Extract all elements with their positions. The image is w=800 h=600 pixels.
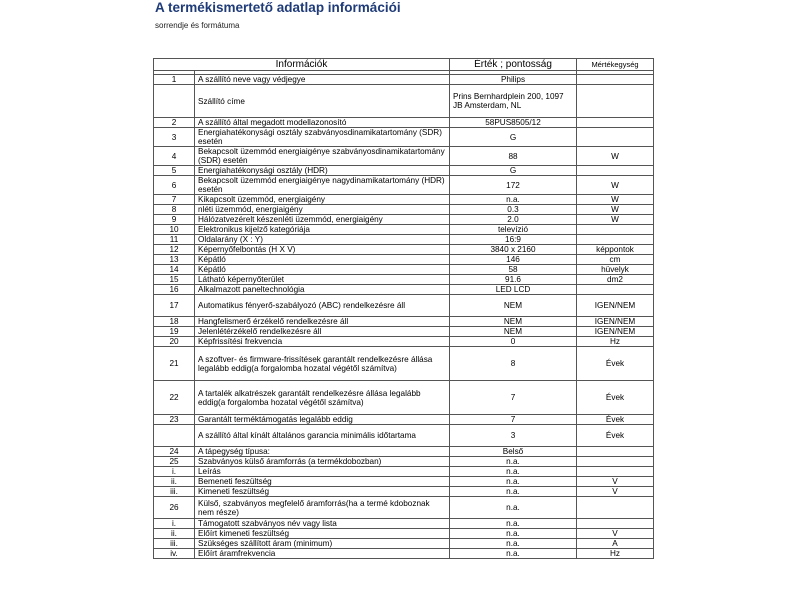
- row-value: n.a.: [450, 477, 577, 487]
- table-row: [154, 245, 654, 255]
- row-label: Kikapcsolt üzemmód, energiaigény: [195, 195, 450, 205]
- row-number: 16: [154, 285, 195, 295]
- table-row: [154, 265, 654, 275]
- row-number: iii.: [154, 539, 195, 549]
- table-row: [154, 205, 654, 215]
- row-unit: IGEN/NEM: [577, 327, 654, 337]
- row-value: televízió: [450, 225, 577, 235]
- table-row: [154, 215, 654, 225]
- row-unit: [577, 85, 654, 118]
- row-number: [154, 85, 195, 118]
- row-number: 22: [154, 381, 195, 415]
- row-number: i.: [154, 467, 195, 477]
- table-row: [154, 118, 654, 128]
- row-label: Képernyőfelbontás (H X V): [195, 245, 450, 255]
- row-value: Prins Bernhardplein 200, 1097 JB Amsterdam, NL: [450, 85, 577, 118]
- row-label: Garantált terméktámogatás legalább eddig: [195, 415, 450, 425]
- table-row: [154, 255, 654, 265]
- row-unit: [577, 75, 654, 85]
- row-value: 7: [450, 381, 577, 415]
- row-number: ii.: [154, 529, 195, 539]
- row-number: 10: [154, 225, 195, 235]
- row-unit: Hz: [577, 549, 654, 559]
- product-info-table: [153, 58, 654, 559]
- table-row: [154, 195, 654, 205]
- row-label: Külső, szabványos megfelelő áramforrás(ha a termé kdoboznak nem része): [195, 497, 450, 519]
- header-info: Információk: [154, 59, 450, 71]
- table-row: [154, 275, 654, 285]
- table-row: [154, 337, 654, 347]
- row-label: Előírt áramfrekvencia: [195, 549, 450, 559]
- table-row: [154, 381, 654, 415]
- row-value: 91.6: [450, 275, 577, 285]
- row-label: A tápegység típusa:: [195, 447, 450, 457]
- row-label: Képátló: [195, 265, 450, 275]
- row-unit: [577, 118, 654, 128]
- row-label: Kimeneti feszültség: [195, 487, 450, 497]
- table-row: [154, 447, 654, 457]
- row-value: 16:9: [450, 235, 577, 245]
- row-label: Energiahatékonysági osztály (HDR): [195, 166, 450, 176]
- row-unit: [577, 519, 654, 529]
- row-value: 58: [450, 265, 577, 275]
- row-unit: Évek: [577, 381, 654, 415]
- row-number: 2: [154, 118, 195, 128]
- row-unit: [577, 447, 654, 457]
- row-number: 15: [154, 275, 195, 285]
- row-unit: [577, 497, 654, 519]
- row-value: n.a.: [450, 497, 577, 519]
- row-value: Belső: [450, 447, 577, 457]
- row-label: A szállító által kínált általános garancia minimális időtartama: [195, 425, 450, 447]
- row-label: A tartalék alkatrészek garantált rendelkezésre állása legalább eddig(a forgalomba hozatal végétől számítva): [195, 381, 450, 415]
- row-unit: Évek: [577, 425, 654, 447]
- row-number: 4: [154, 147, 195, 166]
- table-row: [154, 295, 654, 317]
- row-value: 172: [450, 176, 577, 195]
- row-value: 88: [450, 147, 577, 166]
- table-row: [154, 327, 654, 337]
- row-number: ii.: [154, 477, 195, 487]
- row-value: n.a.: [450, 457, 577, 467]
- row-unit: IGEN/NEM: [577, 295, 654, 317]
- row-value: 146: [450, 255, 577, 265]
- row-unit: A: [577, 539, 654, 549]
- row-value: G: [450, 128, 577, 147]
- row-label: Oldalarány (X : Y): [195, 235, 450, 245]
- row-value: 0: [450, 337, 577, 347]
- row-unit: Hz: [577, 337, 654, 347]
- row-value: LED LCD: [450, 285, 577, 295]
- table-row: [154, 457, 654, 467]
- row-unit: W: [577, 195, 654, 205]
- row-label: nléti üzemmód, energiaigény: [195, 205, 450, 215]
- row-value: n.a.: [450, 467, 577, 477]
- row-number: 12: [154, 245, 195, 255]
- document-subtitle: sorrendje és formátuma: [155, 21, 240, 30]
- row-unit: W: [577, 176, 654, 195]
- row-value: n.a.: [450, 487, 577, 497]
- row-label: Szükséges szállított áram (minimum): [195, 539, 450, 549]
- row-label: A szállító által megadott modellazonosító: [195, 118, 450, 128]
- row-label: Szabványos külső áramforrás (a termékdobozban): [195, 457, 450, 467]
- row-unit: [577, 467, 654, 477]
- row-label: Alkalmazott paneltechnológia: [195, 285, 450, 295]
- row-label: Energiahatékonysági osztály szabványosdinamikatartomány (SDR) esetén: [195, 128, 450, 147]
- row-label: Hálózatvezérelt készenléti üzemmód, energiaigény: [195, 215, 450, 225]
- table-row: [154, 425, 654, 447]
- row-label: Támogatott szabványos név vagy lista: [195, 519, 450, 529]
- table-row: [154, 529, 654, 539]
- row-unit: [577, 128, 654, 147]
- row-unit: Évek: [577, 347, 654, 381]
- header-value: Érték ; pontosság: [450, 59, 577, 71]
- row-value: 2.0: [450, 215, 577, 225]
- row-unit: [577, 225, 654, 235]
- table-row: [154, 497, 654, 519]
- row-label: Jelenlétérzékelő rendelkezésre áll: [195, 327, 450, 337]
- row-number: 5: [154, 166, 195, 176]
- row-unit: Évek: [577, 415, 654, 425]
- row-label: Leírás: [195, 467, 450, 477]
- row-number: [154, 425, 195, 447]
- header-unit: Mértékegység: [577, 59, 654, 71]
- table-row: [154, 317, 654, 327]
- row-label: Bekapcsolt üzemmód energiaigénye szabványosdinamikatartomány (SDR) esetén: [195, 147, 450, 166]
- row-number: 19: [154, 327, 195, 337]
- table-row: [154, 75, 654, 85]
- row-value: n.a.: [450, 549, 577, 559]
- row-number: 9: [154, 215, 195, 225]
- row-label: Képfrissítési frekvencia: [195, 337, 450, 347]
- table-row: [154, 147, 654, 166]
- table-row: [154, 128, 654, 147]
- row-label: Látható képernyőterület: [195, 275, 450, 285]
- row-value: 7: [450, 415, 577, 425]
- row-number: iii.: [154, 487, 195, 497]
- row-number: 11: [154, 235, 195, 245]
- row-value: n.a.: [450, 195, 577, 205]
- table-row: [154, 467, 654, 477]
- row-unit: képpontok: [577, 245, 654, 255]
- row-value: 58PUS8505/12: [450, 118, 577, 128]
- row-number: iv.: [154, 549, 195, 559]
- row-number: 25: [154, 457, 195, 467]
- row-label: Képátló: [195, 255, 450, 265]
- row-number: 23: [154, 415, 195, 425]
- row-value: Philips: [450, 75, 577, 85]
- row-value: NEM: [450, 295, 577, 317]
- row-value: n.a.: [450, 539, 577, 549]
- row-number: 13: [154, 255, 195, 265]
- row-label: Automatikus fényerő-szabályozó (ABC) rendelkezésre áll: [195, 295, 450, 317]
- row-label: Bemeneti feszültség: [195, 477, 450, 487]
- row-value: 8: [450, 347, 577, 381]
- row-unit: V: [577, 529, 654, 539]
- row-value: n.a.: [450, 519, 577, 529]
- row-value: 0.3: [450, 205, 577, 215]
- table-row: [154, 539, 654, 549]
- row-number: 21: [154, 347, 195, 381]
- row-label: Szállító címe: [195, 85, 450, 118]
- table-row: [154, 347, 654, 381]
- table-row: [154, 285, 654, 295]
- row-unit: W: [577, 147, 654, 166]
- row-unit: IGEN/NEM: [577, 317, 654, 327]
- row-label: A szoftver- és firmware-frissítések garantált rendelkezésre állása legalább eddig(a forgalomba hozatal végétől számítva): [195, 347, 450, 381]
- table-row: [154, 166, 654, 176]
- table-row: [154, 225, 654, 235]
- row-unit: W: [577, 215, 654, 225]
- row-unit: [577, 457, 654, 467]
- table-row: [154, 477, 654, 487]
- row-value: 3: [450, 425, 577, 447]
- row-unit: V: [577, 487, 654, 497]
- row-value: NEM: [450, 317, 577, 327]
- table-row: [154, 549, 654, 559]
- row-number: 24: [154, 447, 195, 457]
- table-row: [154, 519, 654, 529]
- row-unit: W: [577, 205, 654, 215]
- row-unit: V: [577, 477, 654, 487]
- table-row: [154, 415, 654, 425]
- row-value: NEM: [450, 327, 577, 337]
- row-number: 7: [154, 195, 195, 205]
- row-number: 3: [154, 128, 195, 147]
- row-value: 3840 x 2160: [450, 245, 577, 255]
- table-header-row: [154, 59, 654, 71]
- document-title: A termékismertető adatlap információi: [155, 0, 401, 15]
- table-row: [154, 176, 654, 195]
- row-label: Elektronikus kijelző kategóriája: [195, 225, 450, 235]
- row-number: 8: [154, 205, 195, 215]
- row-unit: [577, 235, 654, 245]
- row-number: 26: [154, 497, 195, 519]
- row-value: G: [450, 166, 577, 176]
- table-row: [154, 85, 654, 118]
- row-number: 20: [154, 337, 195, 347]
- row-number: i.: [154, 519, 195, 529]
- row-unit: [577, 285, 654, 295]
- row-number: 6: [154, 176, 195, 195]
- row-unit: [577, 166, 654, 176]
- row-unit: dm2: [577, 275, 654, 285]
- row-label: Előírt kimeneti feszültség: [195, 529, 450, 539]
- row-number: 17: [154, 295, 195, 317]
- table-row: [154, 487, 654, 497]
- row-unit: cm: [577, 255, 654, 265]
- row-unit: hüvelyk: [577, 265, 654, 275]
- row-label: A szállító neve vagy védjegye: [195, 75, 450, 85]
- row-value: n.a.: [450, 529, 577, 539]
- row-label: Bekapcsolt üzemmód energiaigénye nagydinamikatartomány (HDR) esetén: [195, 176, 450, 195]
- table-row: [154, 235, 654, 245]
- row-number: 18: [154, 317, 195, 327]
- row-number: 1: [154, 75, 195, 85]
- row-number: 14: [154, 265, 195, 275]
- row-label: Hangfelismerő érzékelő rendelkezésre áll: [195, 317, 450, 327]
